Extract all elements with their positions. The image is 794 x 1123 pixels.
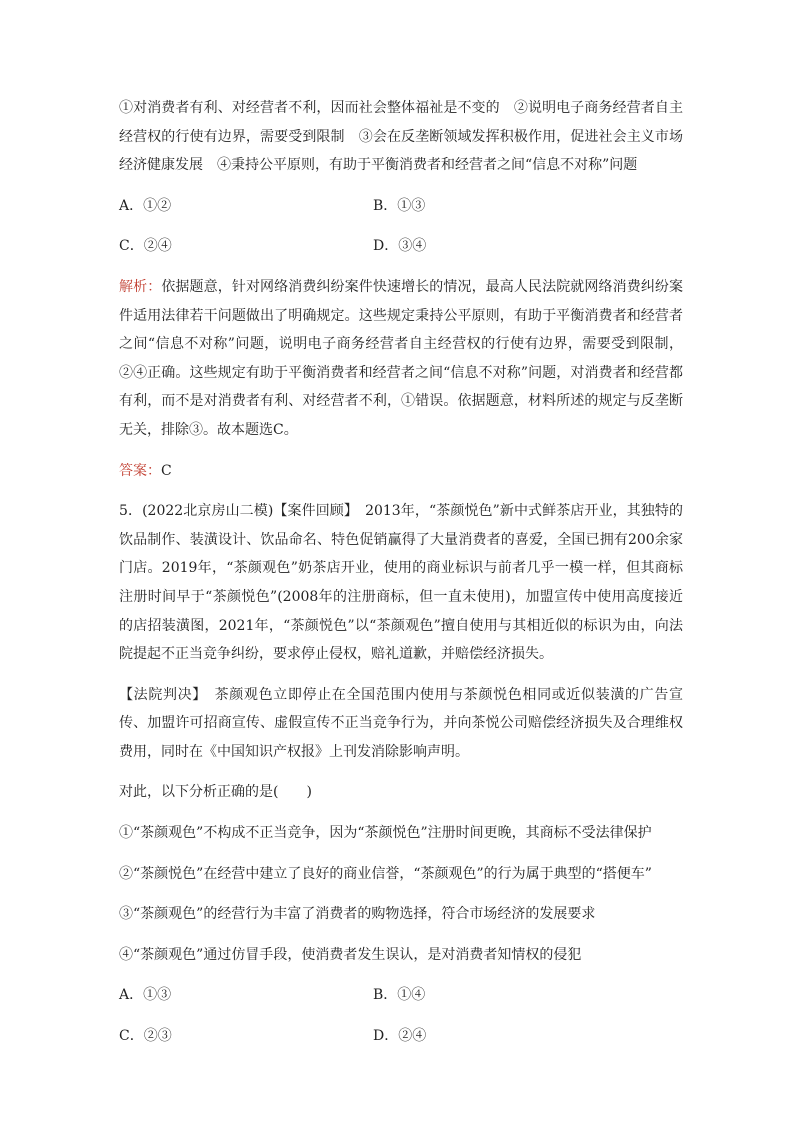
q5-prompt: 对此，以下分析正确的是( ) bbox=[119, 784, 312, 801]
q4-option-b: B．①③ bbox=[373, 197, 426, 214]
q4-options-row-2 bbox=[119, 232, 683, 261]
q5-stem: 5．(2022北京房山二模)【案件回顾】 2013年，“茶颜悦色”新中式鲜茶店开业，其独特的饮品制作、装潢设计、饮品命名、特色促销赢得了大量消费者的喜爱，全国已拥有200余家门店。2019年，“茶颜观色”奶茶店开业，使用的商业标识与前者几乎一模一样，但其商标注册时间早于“茶颜悦色”(2008年的注册商标，但一直未使用)，加盟宣传中使用高度接近的店招装潢图，2021年，“茶颜悦色”以“茶颜观色”擅自使用与其相近似的标识为由，向法院提起不正当竞争纠纷，要求停止侵权，赔礼道歉，并赔偿经济损失。 bbox=[119, 503, 683, 663]
q5-options-row-1 bbox=[119, 981, 683, 1010]
analysis-text: 依据题意，针对网络消费纠纷案件快速增长的情况，最高人民法院就网络消费纠纷案件适用法律若干问题做出了明确规定。这些规定秉持公平原则，有助于平衡消费者和经营者之间“信息不对称”问题，说明电子商务经营者自主经营权的行使有边界，需要受到限制，②④正确。这些规定有助于平衡消费者和经营者之间“信息不对称”问题，对消费者和经营都有利，而不是对消费者有利、对经营者不利，①错误。依据题意，材料所述的规定与反垄断无关，排除③。故本题选C。 bbox=[119, 278, 684, 438]
q4-option-c: C．②④ bbox=[119, 238, 172, 255]
page-content bbox=[119, 94, 683, 1051]
q4-option-d: D．③④ bbox=[373, 238, 427, 255]
q5-option-c: C．②③ bbox=[119, 1028, 172, 1045]
q5-statement-3: ③“茶颜观色”的经营行为丰富了消费者的购物选择，符合市场经济的发展要求 bbox=[119, 906, 596, 923]
q4-option-a: A．①② bbox=[119, 197, 172, 214]
q5-statement-2: ②“茶颜悦色”在经营中建立了良好的商业信誉，“茶颜观色”的行为属于典型的“搭便车” bbox=[119, 865, 652, 882]
answer-line bbox=[119, 457, 683, 486]
q5-statement-1: ①“茶颜观色”不构成不正当竞争，因为“茶颜悦色”注册时间更晚，其商标不受法律保护 bbox=[119, 825, 652, 842]
q5-options-row-2 bbox=[119, 1022, 683, 1051]
q5-statement-4: ④“茶颜观色”通过仿冒手段，使消费者发生误认，是对消费者知情权的侵犯 bbox=[119, 946, 582, 963]
q4-options-row-1 bbox=[119, 192, 683, 221]
q5-option-b: B．①④ bbox=[373, 987, 426, 1004]
q5-option-d: D．②④ bbox=[373, 1028, 427, 1045]
answer-label: 答案 bbox=[119, 462, 147, 479]
analysis-label: 解析 bbox=[119, 278, 148, 295]
analysis-paragraph bbox=[119, 273, 683, 445]
q5-option-a: A．①③ bbox=[119, 987, 172, 1004]
answer-colon: ： bbox=[147, 462, 161, 479]
q5-verdict: 【法院判决】 茶颜观色立即停止在全国范围内使用与茶颜悦色相同或近似装潢的广告宣传、加盟许可招商宣传、虚假宣传不正当竞争行为，并向茶悦公司赔偿经济损失及合理维权费用，同时在《中国知识产权报》上刊发消除影响声明。 bbox=[119, 686, 683, 760]
analysis-colon: ： bbox=[147, 278, 162, 295]
answer-value: C bbox=[161, 462, 172, 479]
q4-statements: ①对消费者有利、对经营者不利，因而社会整体福祉是不变的 ②说明电子商务经营者自主经营权的行使有边界，需要受到限制 ③会在反垄断领域发挥积极作用，促进社会主义市场经济健康发展 ④秉持公平原则，有助于平衡消费者和经营者之间“信息不对称”问题 bbox=[119, 100, 683, 174]
